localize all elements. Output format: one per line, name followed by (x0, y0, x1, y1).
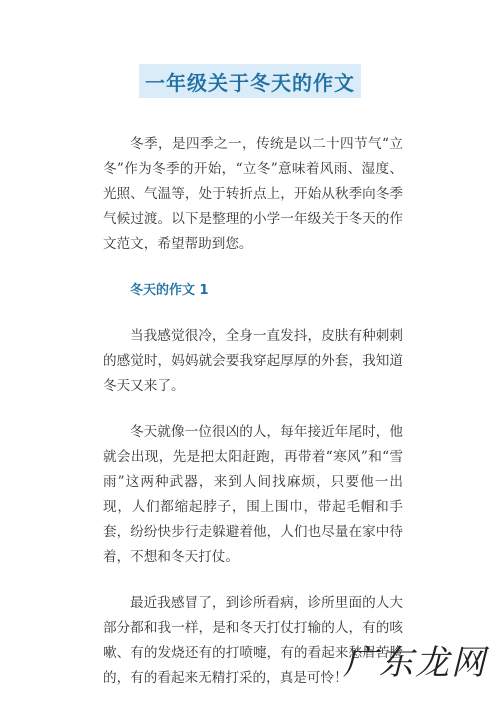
article-paragraph-2: 冬天就像一位很凶的人，每年接近年尾时，他就会出现，先是把太阳赶跑，再带着“寒风”和“雪雨”这两种武器，来到人间找麻烦，只要他一出现，人们都缩起脖子，围上围巾，带起毛帽和手套，纷纷快步行走躲避着他，人们也尽量在家中待着，不想和冬天打仗。 (103, 424, 403, 565)
article-paragraph-3: 最近我感冒了，到诊所看病，诊所里面的人大部分都和我一样，是和冬天打仗打输的人，有的咳嗽、有的发烧还有的打喷嚏，有的看起来愁眉苦脸的，有的看起来无精打采的，真是可怜！ (103, 595, 403, 686)
section-heading: 冬天的作文 1 (130, 283, 209, 298)
watermark-logo (340, 633, 490, 685)
watermark-text: 广东龙网 (343, 642, 487, 683)
article-body (103, 132, 403, 712)
page-title: 一年级关于冬天的作文 (145, 70, 355, 95)
article-paragraph-1: 当我感觉很冷，全身一直发抖，皮肤有种刺刺的感觉时，妈妈就会要我穿起厚厚的外套，我知道冬天又来了。 (103, 328, 403, 394)
title-banner (139, 64, 361, 98)
intro-paragraph: 冬季，是四季之一，传统是以二十四节气“立冬”作为冬季的开始，“立冬”意味着风雨、湿度、光照、气温等，处于转折点上，开始从秋季向冬季气候过渡。以下是整理的小学一年级关于冬天的作文范文，希望帮助到您。 (103, 136, 403, 252)
